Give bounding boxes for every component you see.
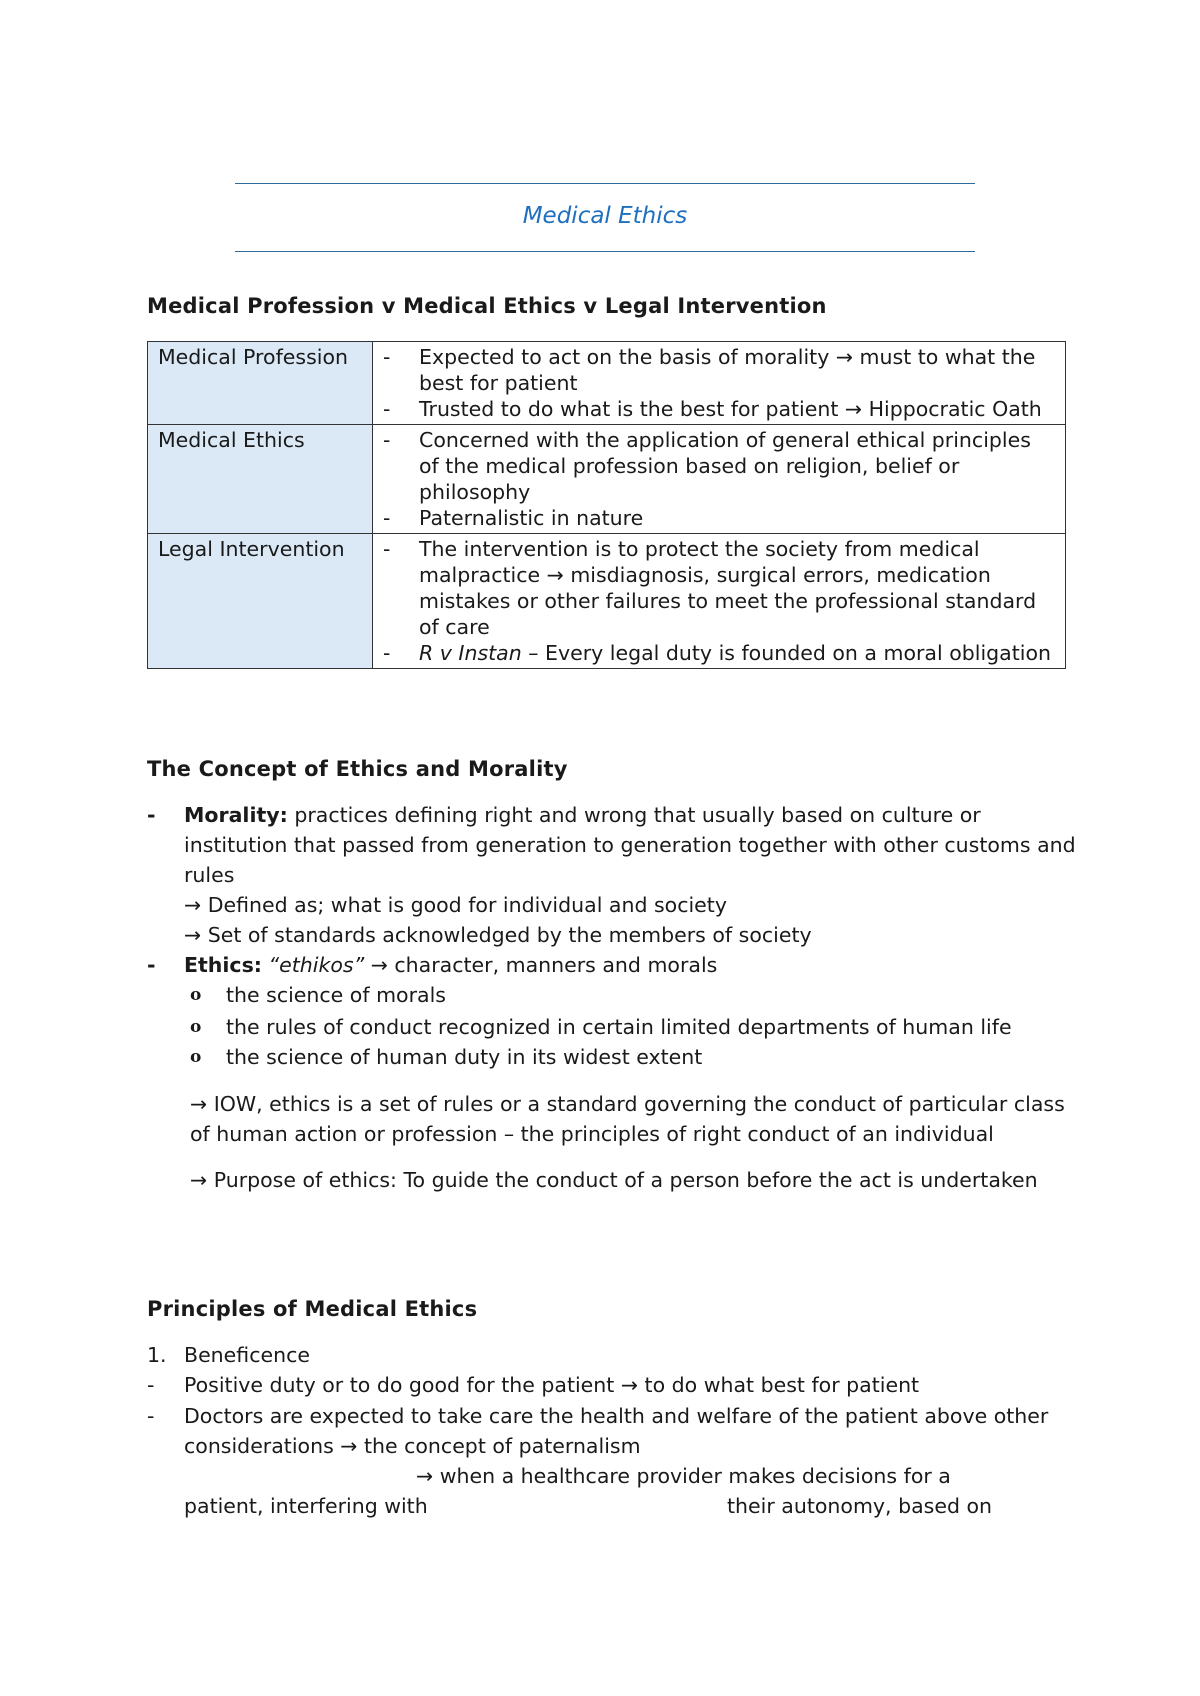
- section-heading-ethics-morality: The Concept of Ethics and Morality: [147, 757, 568, 781]
- list-item: - Doctors are expected to take care the health and welfare of the patient above other considerations → the concept of paternalism: [147, 1404, 1049, 1458]
- row-content: [373, 342, 1066, 425]
- list-item: - Paternalistic in nature: [383, 506, 644, 530]
- table-row: [148, 342, 1066, 425]
- table-row: [148, 425, 1066, 534]
- sub-list-item: o the science of human duty in its widest extent: [190, 1045, 703, 1069]
- title-top-rule: [235, 183, 975, 184]
- row-content: [373, 425, 1066, 534]
- title-bottom-rule: [235, 251, 975, 252]
- comparison-table: [147, 341, 1066, 669]
- sub-list-item: o the rules of conduct recognized in certain limited departments of human life: [190, 1015, 1012, 1039]
- row-label: Medical Profession: [148, 342, 373, 425]
- row-label: Medical Ethics: [148, 425, 373, 534]
- ethics-term: Ethics:: [184, 953, 262, 977]
- list-item: - Trusted to do what is the best for patient → Hippocratic Oath: [383, 397, 1042, 421]
- numbered-item: 1. Beneficence: [147, 1343, 310, 1367]
- row-label: Legal Intervention: [148, 534, 373, 669]
- iow-paragraph: → IOW, ethics is a set of rules or a standard governing the conduct of particular class of human action or profession – the principles of right conduct of an individual: [190, 1092, 1065, 1146]
- list-item: - Concerned with the application of general ethical principles of the medical profession based on religion, belief or philosophy: [383, 428, 1031, 504]
- list-item: - Expected to act on the basis of morality → must to what the best for patient: [383, 345, 1036, 395]
- purpose-paragraph: → Purpose of ethics: To guide the conduct of a person before the act is undertaken: [190, 1168, 1038, 1192]
- paternalism-continuation: patient, interfering with their autonomy, based on: [184, 1494, 993, 1518]
- list-item: - Positive duty or to do good for the patient → to do what best for patient: [147, 1373, 920, 1397]
- list-item: - The intervention is to protect the society from medical malpractice → misdiagnosis, surgical errors, medication mistakes or other failures to meet the professional standard of care: [383, 537, 1037, 639]
- paternalism-definition: → when a healthcare provider makes decisions for a: [416, 1464, 951, 1488]
- table-row: [148, 534, 1066, 669]
- sub-list-item: o the science of morals: [190, 983, 446, 1007]
- morality-arrow-line: → Defined as; what is good for individual and society: [184, 893, 727, 917]
- list-item: - Ethics: “ethikos” → character, manners and morals: [147, 953, 718, 977]
- list-item: - Morality: practices defining right and wrong that usually based on culture or institution that passed from generation to generation together with other customs and rules: [147, 803, 1076, 887]
- list-item: - R v Instan – Every legal duty is founded on a moral obligation: [383, 641, 1052, 665]
- page-title: Medical Ethics: [522, 203, 688, 229]
- ethics-morality-body: [147, 800, 1077, 1195]
- morality-arrow-line: → Set of standards acknowledged by the members of society: [184, 923, 812, 947]
- case-name: R v Instan: [419, 641, 522, 665]
- section-heading-principles: Principles of Medical Ethics: [147, 1297, 478, 1321]
- section-heading-comparison: Medical Profession v Medical Ethics v Legal Intervention: [147, 294, 827, 318]
- principles-body: [147, 1340, 1077, 1521]
- morality-term: Morality:: [184, 803, 288, 827]
- row-content: [373, 534, 1066, 669]
